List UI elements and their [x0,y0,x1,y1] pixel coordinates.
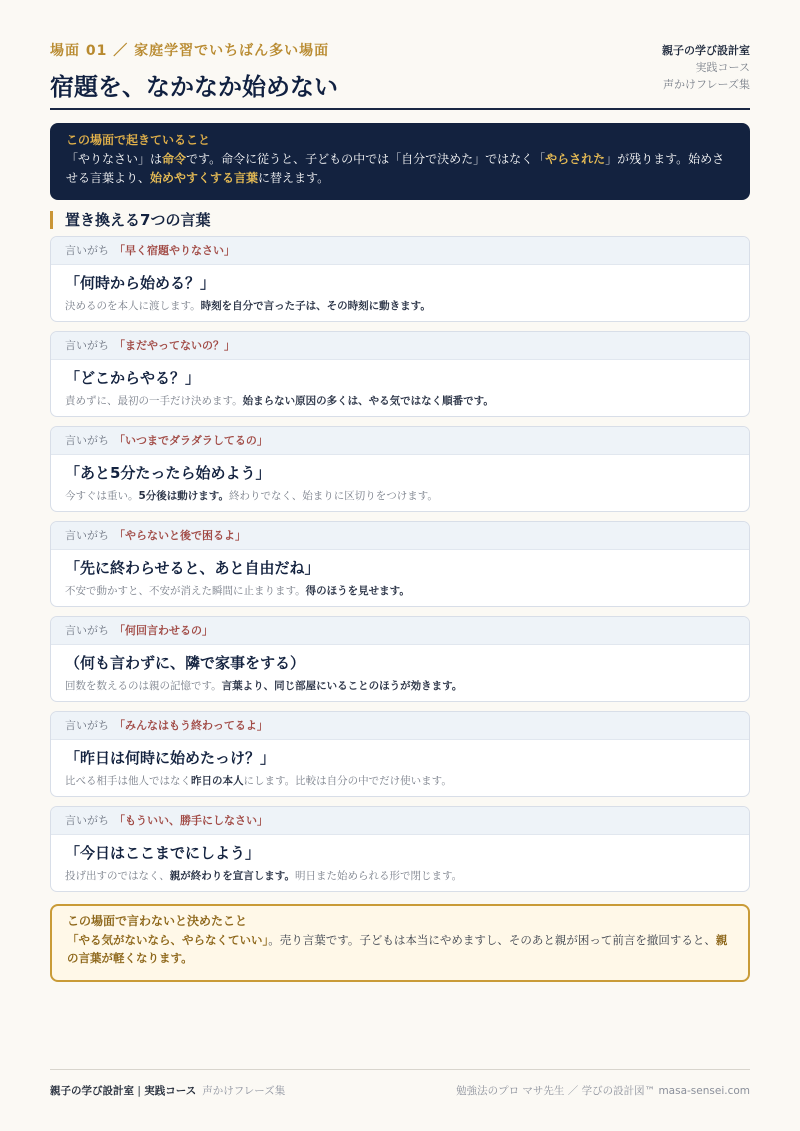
note-text [67,931,733,967]
summary-highlight: 命令 [162,152,187,166]
avoid-label: 言いがち [65,339,109,352]
phrase-card [50,426,750,512]
footer-brand: 親子の学び設計室 [50,1085,134,1097]
explanation-text: 決めるのを本人に渡します。 [65,300,201,312]
phrase-card [50,236,750,322]
note-highlight: 親の言葉が軽くなります。 [67,933,728,965]
footer-series: 声かけフレーズ集 [202,1085,286,1097]
page-header [50,40,750,108]
phrase-explanation [65,394,735,409]
summary-text-part: に替えます。 [258,171,330,185]
explanation-emphasis: 時刻を自分で言った子は、その時刻に動きます。 [200,300,431,312]
phrase-card [50,806,750,892]
summary-title: この場面で起きていること [66,133,211,147]
phrase-card [50,711,750,797]
brand-block [662,42,750,93]
avoid-phrase-row [51,237,749,265]
replacement-phrase: 「昨日は何時に始めたっけ？」 [65,749,276,767]
avoid-phrase-row [51,807,749,835]
avoid-phrase: 「みんなはもう終わってるよ」 [114,719,268,732]
replacement-phrase: 「どこからやる？」 [65,369,201,387]
scene-label: 場面 01 ／ 家庭学習でいちばん多い場面 [50,43,330,59]
avoid-phrase: 「いつまでダラダラしてるの」 [114,434,268,447]
page-title: 宿題を、なかなか始めない [50,73,338,101]
avoid-phrase-row [51,712,749,740]
avoid-phrase-row [51,427,749,455]
brand-name: 親子の学び設計室 [662,44,750,57]
phrase-explanation [65,869,735,884]
phrase-explanation [65,299,735,314]
explanation-emphasis: 昨日の本人 [191,775,244,787]
do-not-say-note [50,904,750,982]
avoid-label: 言いがち [65,529,109,542]
explanation-text: 不安で動かすと、不安が消えた瞬間に止まります。 [65,585,306,597]
note-text-part: 。売り言葉です。子どもは本当にやめますし、そのあと親が困って前言を撤回すると、 [268,933,716,947]
series-name: 声かけフレーズ集 [662,78,750,91]
avoid-phrase-row [51,332,749,360]
explanation-text: 明日また始められる形で閉じます。 [294,870,463,882]
footer-divider [50,1069,750,1070]
summary-highlight: やらされた [545,152,606,166]
replacement-phrase: 「あと5分たったら始めよう」 [65,464,271,482]
explanation-emphasis: 得のほうを見せます。 [305,585,410,597]
note-title: この場面で言わないと決めたこと [67,914,248,928]
avoid-label: 言いがち [65,244,109,257]
avoid-phrase: 「やらないと後で困るよ」 [114,529,246,542]
explanation-text: 比べる相手は他人ではなく [65,775,191,787]
replacement-section-title: 置き換える7つの言葉 [50,211,210,229]
replacement-phrase: 「何時から始める？」 [65,274,216,292]
phrase-explanation [65,679,735,694]
footer-brand-line [50,1083,285,1098]
phrase-explanation [65,584,735,599]
summary-text-part: です。命令に従うと、子どもの中では「自分で決めた」ではなく「 [186,152,546,166]
footer-credit: 勉強法のプロ マサ先生 ／ 学びの設計図™ masa-sensei.com [456,1085,750,1097]
avoid-phrase-row [51,522,749,550]
phrase-explanation [65,774,735,789]
replacement-phrase: 「今日はここまでにしよう」 [65,844,261,862]
summary-highlight: 始めやすくする言葉 [150,171,259,185]
explanation-text: にします。比較は自分の中でだけ使います。 [243,775,452,787]
explanation-text: 終わりでなく、始まりに区切りをつけます。 [228,490,438,502]
footer-separator: | [134,1085,145,1097]
avoid-phrase: 「もういい、勝手にしなさい」 [114,814,268,827]
course-name: 実践コース [695,61,750,74]
phrase-card [50,521,750,607]
avoid-phrase: 「早く宿題やりなさい」 [114,244,235,257]
summary-text-part: 」が残ります。始めさせる言葉より、 [66,152,725,185]
header-divider [50,108,750,110]
explanation-emphasis: 5分後は動けます。 [138,490,229,502]
phrase-explanation [65,489,735,504]
replacement-phrase: （何も言わずに、隣で家事をする） [65,654,306,672]
summary-text-part: 「やりなさい」は [66,152,163,166]
explanation-text: 責めずに、最初の一手だけ決めます。 [65,395,243,407]
avoid-phrase: 「まだやってないの？」 [114,339,235,352]
explanation-text: 回数を数えるのは親の記憶です。 [65,680,222,692]
footer-course: 実践コース [144,1085,197,1097]
avoid-label: 言いがち [65,434,109,447]
explanation-emphasis: 親が終わりを宣言します。 [169,870,295,882]
summary-text [66,150,734,188]
explanation-text: 今すぐは重い。 [65,490,139,502]
avoid-label: 言いがち [65,624,109,637]
replacement-phrase-list [50,236,750,901]
replacement-phrase: 「先に終わらせると、あと自由だね」 [65,559,320,577]
phrase-card [50,331,750,417]
phrase-card [50,616,750,702]
explanation-emphasis: 始まらない原因の多くは、やる気ではなく順番です。 [242,395,494,407]
explanation-text: 投げ出すのではなく、 [65,870,170,882]
avoid-label: 言いがち [65,719,109,732]
avoid-label: 言いがち [65,814,109,827]
explanation-emphasis: 言葉より、同じ部屋にいることのほうが効きます。 [221,680,463,692]
situation-summary [50,123,750,200]
avoid-phrase-row [51,617,749,645]
note-highlight: 「やる気がないなら、やらなくていい」 [67,933,269,947]
avoid-phrase: 「何回言わせるの」 [114,624,213,637]
